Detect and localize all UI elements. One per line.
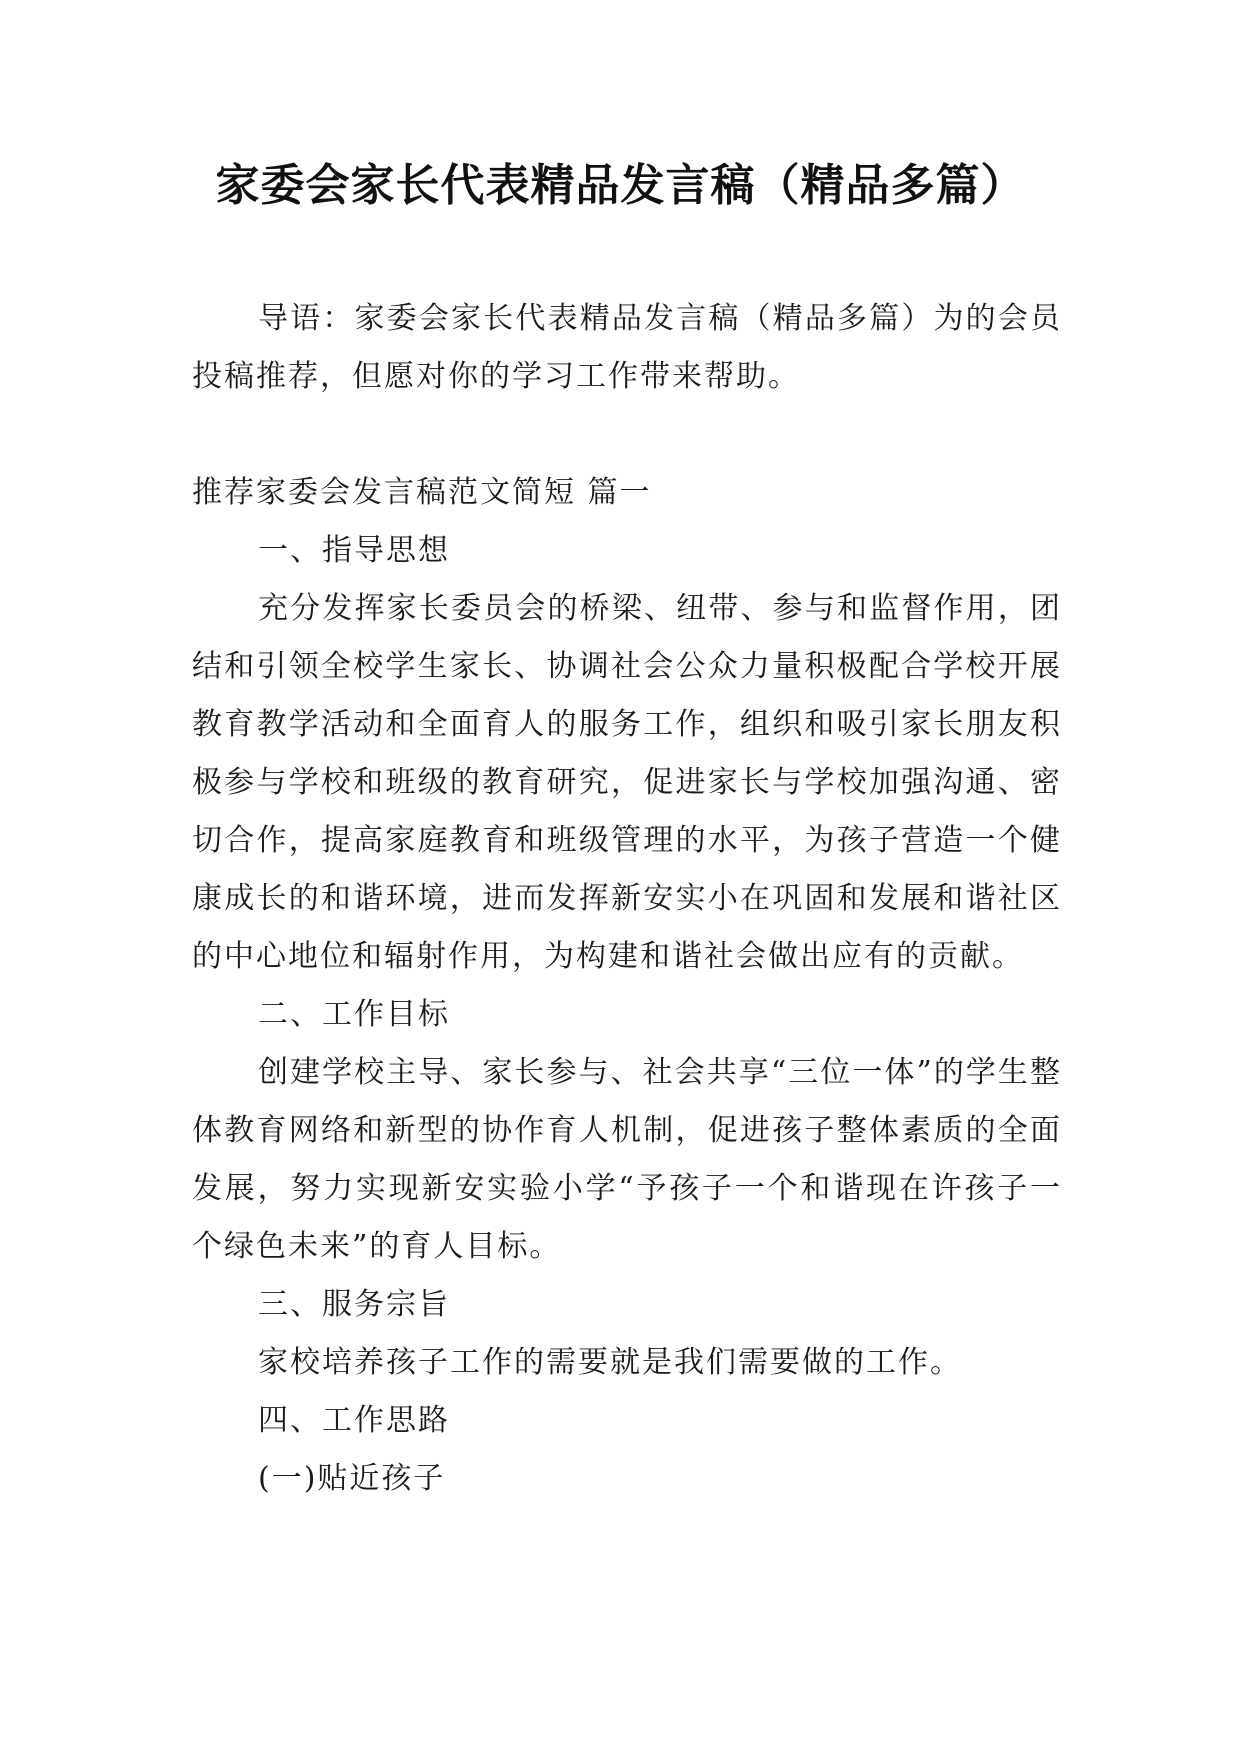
heading-service-purpose: 三、服务宗旨: [258, 1287, 450, 1322]
document-body: [192, 290, 1062, 1508]
paragraph-guiding-ideology: 充分发挥家长委员会的桥梁、纽带、参与和监督作用，团结和引领全校学生家长、协调社会公众力量积极配合学校开展教育教学活动和全面育人的服务工作，组织和吸引家长朋友积极参与学校和班级的教育研究，促进家长与学校加强沟通、密切合作，提高家庭教育和班级管理的水平，为孩子营造一个健康成长的和谐环境，进而发挥新安实小在巩固和发展和谐社区的中心地位和辐射作用，为构建和谐社会做出应有的贡献。: [192, 591, 1062, 974]
subheading-close-to-children: (一)贴近孩子: [258, 1461, 446, 1496]
heading-guiding-ideology: 一、指导思想: [258, 533, 450, 568]
heading-work-goals: 二、工作目标: [258, 997, 450, 1032]
heading-work-approach: 四、工作思路: [258, 1403, 450, 1438]
paragraph-service-purpose: 家校培养孩子工作的需要就是我们需要做的工作。: [258, 1345, 962, 1380]
document-title: 家委会家长代表精品发言稿（精品多篇）: [215, 160, 1026, 211]
paragraph-work-goals: 创建学校主导、家长参与、社会共享“三位一体”的学生整体教育网络和新型的协作育人机制，促进孩子整体素质的全面发展，努力实现新安实验小学“予孩子一个和谐现在许孩子一个绿色未来”的育人目标。: [192, 1055, 1062, 1264]
intro-paragraph: 导语：家委会家长代表精品发言稿（精品多篇）为的会员投稿推荐，但愿对你的学习工作带来帮助。: [192, 301, 1062, 394]
section-title: 推荐家委会发言稿范文简短 篇一: [192, 475, 652, 510]
